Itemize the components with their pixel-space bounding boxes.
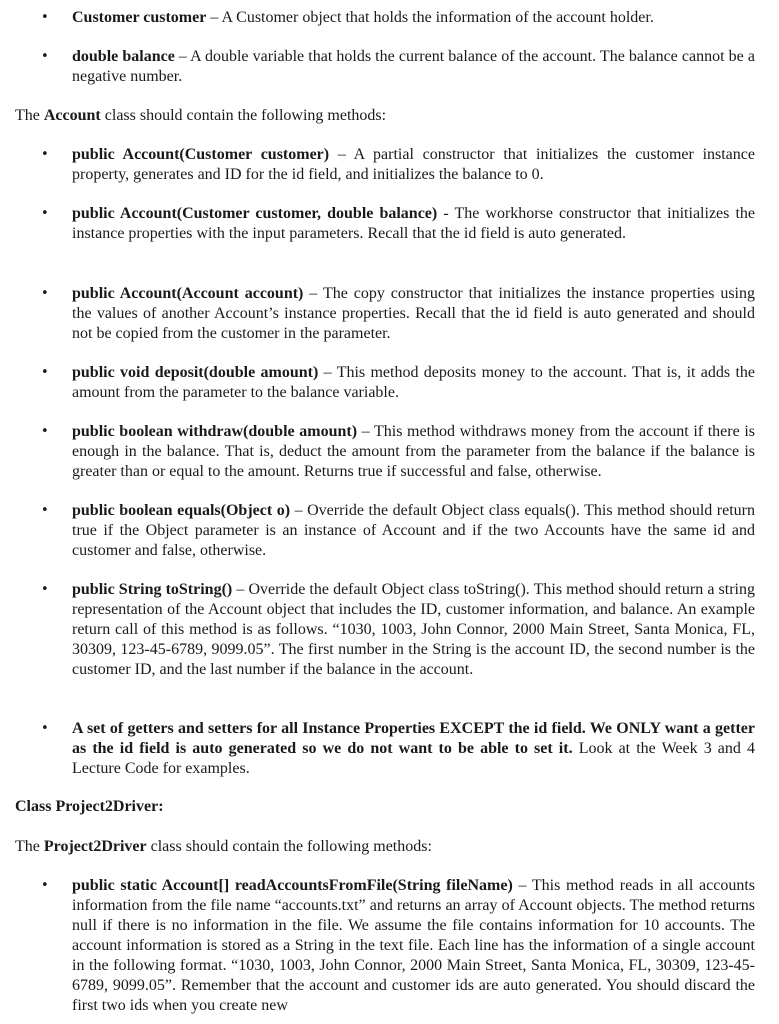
method-signature: public static Account[] readAccountsFromFile(String fileName) [72, 877, 513, 894]
section-heading: Class Project2Driver: [15, 798, 164, 815]
method-item: • public Account(Customer customer) – A partial constructor that initializes the customer instance property, generates and ID for the id field, and initializes the balance to 0. [72, 145, 755, 185]
method-signature: public String toString() [72, 581, 233, 598]
methods-intro: The Account class should contain the following methods: [15, 107, 387, 124]
method-signature: public Account(Customer customer, double balance) [72, 205, 438, 222]
driver-intro: The Project2Driver class should contain the following methods: [15, 838, 432, 855]
method-description: Override the default Object class equals(). This method should return true if the Object parameter is an instance of Account and if the two Accounts have the same id and customer and false, otherwise. [72, 502, 755, 559]
method-signature: public Account(Customer customer) [72, 146, 330, 163]
field-description: A double variable that holds the current balance of the account. The balance cannot be a negative number. [72, 48, 755, 85]
method-item: • public String toString() – Override the default Object class toString(). This method should return a string representation of the Account object that includes the ID, customer information, and balance. An example return call of this method is as follows. “1030, 1003, John Connor, 2000 Main Street, Santa Monica, FL, 30309, 123-45-6789, 9099.05”. The first number in the String is the account ID, the second number is the customer ID, and the last number if the balance in the account. [72, 580, 755, 680]
field-description: A Customer object that holds the information of the account holder. [221, 9, 654, 26]
method-description: The copy constructor that initializes the instance properties using the values of another Account’s instance properties. Recall that the id field is auto generated and should not be copied from the customer in the parameter. [72, 285, 756, 342]
method-item: • public Account(Account account) – The copy constructor that initializes the instance properties using the values of another Account’s instance properties. Recall that the id field is auto generated and should not be copied from the customer in the parameter. [72, 284, 755, 344]
getters-setters-item [72, 719, 755, 779]
method-description: Override the default Object class toString(). This method should return a string representation of the Account object that includes the ID, customer information, and balance. An example return call of this method is as follows. “1030, 1003, John Connor, 2000 Main Street, Santa Monica, FL, 30309, 123-45-6789, 9099.05”. The first number in the String is the account ID, the second number is the customer ID, and the last number if the balance in the account. [72, 581, 756, 678]
class-name: Account [43, 107, 101, 124]
field-item: • double balance – A double variable that holds the current balance of the account. The balance cannot be a negative number. [72, 47, 755, 87]
class-name: Project2Driver [43, 838, 147, 855]
method-description: A partial constructor that initializes the customer instance property, generates and ID for the id field, and initializes the balance to 0. [72, 146, 755, 183]
field-signature: double balance [72, 48, 175, 65]
method-item: • public boolean equals(Object o) – Override the default Object class equals(). This method should return true if the Object parameter is an instance of Account and if the two Accounts have the same id and customer and false, otherwise. [72, 501, 755, 561]
method-description: This method reads in all accounts information from the file name “accounts.txt” and returns an array of Account objects. The method returns null if there is no information in the file. We assume the file contains information for 10 accounts. The account information is stored as a String in the text file. Each line has the information of a single account in the following format. “1030, 1003, John Connor, 2000 Main Street, Santa Monica, FL, 30309, 123-45-6789, 9099.05”. Remember that the account and customer ids are auto generated. You should discard the first two ids when you create new [72, 877, 755, 1014]
method-item: • public boolean withdraw(double amount) – This method withdraws money from the account if there is enough in the balance. That is, deduct the amount from the parameter from the balance if the balance is greater than or equal to the amount. Returns true if successful and false, otherwise. [72, 422, 755, 482]
field-signature: Customer customer [72, 9, 207, 26]
method-signature: public boolean withdraw(double amount) [72, 423, 358, 440]
method-description: This method deposits money to the account. That is, it adds the amount from the parameter to the balance variable. [72, 364, 756, 401]
method-signature: public boolean equals(Object o) [72, 502, 291, 519]
method-item: • public void deposit(double amount) – This method deposits money to the account. That is, it adds the amount from the parameter to the balance variable. [72, 363, 755, 403]
field-item: • Customer customer – A Customer object that holds the information of the account holder. [72, 8, 755, 28]
method-signature: public Account(Account account) [72, 285, 304, 302]
method-description: This method withdraws money from the account if there is enough in the balance. That is, deduct the amount from the parameter from the balance if the balance is greater than or equal to the amount. Returns true if successful and false, otherwise. [72, 423, 755, 480]
method-description: The workhorse constructor that initializes the instance properties with the input parameters. Recall that the id field is auto generated. [72, 205, 755, 242]
method-item: • public static Account[] readAccountsFromFile(String fileName) – This method reads in all accounts information from the file name “accounts.txt” and returns an array of Account objects. The method returns null if there is no information in the file. We assume the file contains information for 10 accounts. The account information is stored as a String in the text file. Each line has the information of a single account in the following format. “1030, 1003, John Connor, 2000 Main Street, Santa Monica, FL, 30309, 123-45-6789, 9099.05”. Remember that the account and customer ids are auto generated. You should discard the first two ids when you create new [72, 876, 755, 1016]
getters-setters-bold: A set of getters and setters for all Instance Properties EXCEPT the id field. We ONLY want a getter as the id field is auto generated so we do not want to be able to set it. [72, 720, 755, 757]
method-signature: public void deposit(double amount) [72, 364, 319, 381]
method-item: • public Account(Customer customer, double balance) - The workhorse constructor that initializes the instance properties with the input parameters. Recall that the id field is auto generated. [72, 204, 755, 244]
getters-setters-note: Look at the Week 3 and 4 Lecture Code for examples. [72, 740, 756, 777]
